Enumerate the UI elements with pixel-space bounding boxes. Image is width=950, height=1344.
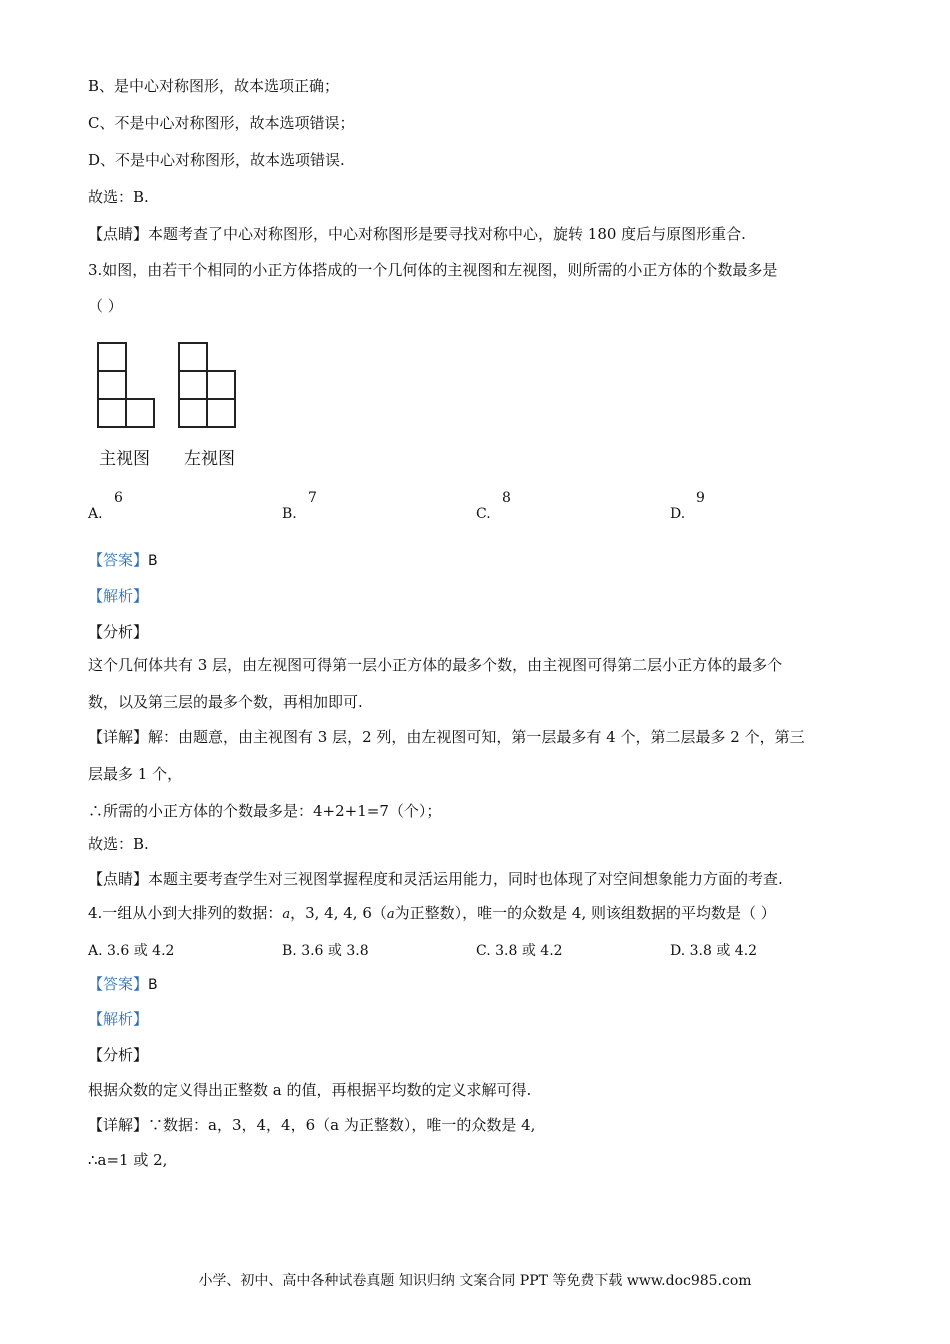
text-line: 这个几何体共有 3 层，由左视图可得第一层小正方体的最多个数，由主视图可得第二层小正方体的最多个 <box>88 656 783 674</box>
tag: 【详解】 <box>88 1116 149 1134</box>
text-line: 故选：B. <box>88 835 149 853</box>
text-line: 故选：B. <box>88 188 149 206</box>
question-4-stem <box>88 903 776 925</box>
left-view-label: 左视图 <box>184 449 235 469</box>
value: 3.6 或 3.8 <box>301 943 369 959</box>
stem-mid: ，3, 4, 4, 6（ <box>290 904 387 922</box>
three-view-figure <box>95 340 255 470</box>
var-a: a <box>282 907 291 922</box>
option-b-value: 7 <box>308 490 317 506</box>
letter: D. <box>670 943 686 959</box>
left-view-square <box>207 371 235 399</box>
main-view-label: 主视图 <box>99 449 150 469</box>
tag: 【点睛】 <box>88 225 149 243</box>
option-b <box>282 940 369 960</box>
left-view-square <box>207 399 235 427</box>
q4-fenxi-tag: 【分析】 <box>88 1046 149 1064</box>
text-line: C、不是中心对称图形，故本选项错误； <box>88 114 355 132</box>
option-a-value: 6 <box>114 490 123 506</box>
q3-fenxi-tag: 【分析】 <box>88 623 149 641</box>
page-footer: 小学、初中、高中各种试卷真题 知识归纳 文案合同 PPT 等免费下载 www.doc985.com <box>198 1273 752 1289</box>
dianjing-line <box>88 224 746 244</box>
option-d-value: 9 <box>696 490 705 506</box>
stem-post: 为正整数），唯一的众数是 4, 则该组数据的平均数是（ ） <box>394 904 776 922</box>
tag: 【点睛】 <box>88 870 149 888</box>
question-3-stem: 3.如图，由若干个相同的小正方体搭成的一个几何体的主视图和左视图，则所需的小正方体的个数最多是 <box>88 261 778 279</box>
stem-pre: 4.一组从小到大排列的数据： <box>88 904 283 922</box>
value: 3.8 或 4.2 <box>495 943 563 959</box>
text: 解：由题意，由主视图有 3 层，2 列，由左视图可知，第一层最多有 4 个，第二层最多 2 个，第三 <box>148 728 805 746</box>
left-view-square <box>179 343 207 371</box>
q3-analysis-tag: 【解析】 <box>88 587 149 605</box>
text: 本题考查了中心对称图形，中心对称图形是要寻找对称中心，旋转 180 度后与原图形重合. <box>148 225 746 243</box>
option-d <box>670 940 757 960</box>
text-line: 数，以及第三层的最多个数，再相加即可. <box>88 693 363 711</box>
main-view-square <box>126 399 154 427</box>
tag: 【详解】 <box>88 728 149 746</box>
option-c-value: 8 <box>502 490 511 506</box>
views-drawing <box>95 340 255 440</box>
answer: B <box>148 977 158 993</box>
option-d-letter: D. <box>670 506 686 522</box>
text-line: ∴所需的小正方体的个数最多是：4+2+1=7（个）； <box>88 802 442 820</box>
answer: B <box>148 553 158 569</box>
option-a <box>88 940 174 960</box>
option-a-letter: A. <box>88 506 103 522</box>
q4-analysis-tag: 【解析】 <box>88 1010 149 1028</box>
q3-answer <box>88 550 158 571</box>
letter: A. <box>88 943 103 959</box>
main-view-square <box>98 343 126 371</box>
text-line: 根据众数的定义得出正整数 a 的值，再根据平均数的定义求解可得. <box>88 1081 532 1099</box>
text-line: D、不是中心对称图形，故本选项错误. <box>88 151 345 169</box>
option-c-letter: C. <box>476 506 491 522</box>
question-3-paren: （ ） <box>88 297 123 315</box>
q3-dianjing <box>88 869 783 889</box>
letter: B. <box>282 943 297 959</box>
left-view-square <box>179 399 207 427</box>
q4-answer <box>88 974 158 995</box>
q4-detail <box>88 1115 535 1135</box>
text: 本题主要考查学生对三视图掌握程度和灵活运用能力，同时也体现了对空间想象能力方面的考查. <box>148 870 783 888</box>
var-a: a <box>386 907 395 922</box>
tag: 【答案】 <box>88 975 149 993</box>
text-line: ∴a=1 或 2, <box>88 1151 168 1169</box>
tag: 【答案】 <box>88 551 149 569</box>
text-line: B、是中心对称图形，故本选项正确； <box>88 77 340 95</box>
text: ∵数据：a，3，4，4，6（a 为正整数），唯一的众数是 4, <box>148 1116 536 1134</box>
main-view-square <box>98 371 126 399</box>
main-view-square <box>98 399 126 427</box>
text-line: 层最多 1 个， <box>88 765 183 783</box>
letter: C. <box>476 943 491 959</box>
left-view-square <box>179 371 207 399</box>
value: 3.8 或 4.2 <box>689 943 758 959</box>
value: 3.6 或 4.2 <box>107 943 175 959</box>
q3-detail <box>88 727 805 747</box>
option-b-letter: B. <box>282 506 297 522</box>
option-c <box>476 940 563 960</box>
